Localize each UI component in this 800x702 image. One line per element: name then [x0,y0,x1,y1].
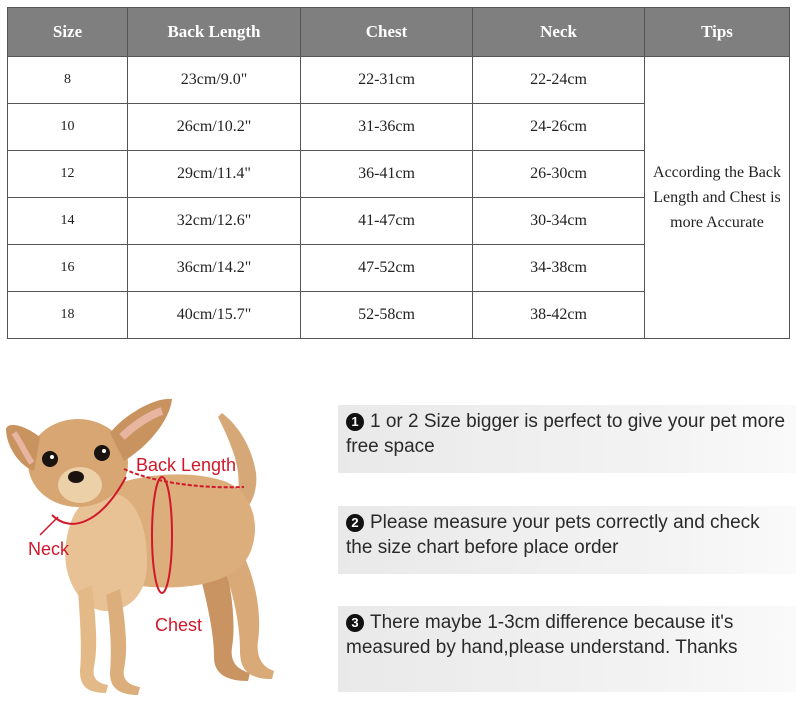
tip-text: Please measure your pets correctly and check the size chart before place order [346,512,760,558]
size-cell: 10 [8,104,128,151]
tips-cell: According the Back Length and Chest is more Accurate [645,57,790,339]
size-cell: 18 [8,292,128,339]
header-size: Size [8,8,128,57]
chest-cell: 47-52cm [301,245,473,292]
number-3-icon: 3 [346,614,364,632]
back-length-cell: 32cm/12.6" [128,198,301,245]
neck-label: Neck [28,539,70,559]
neck-cell: 34-38cm [473,245,645,292]
neck-cell: 24-26cm [473,104,645,151]
neck-cell: 22-24cm [473,57,645,104]
dog-measurement-illustration [0,385,330,697]
tip-item [338,606,796,692]
back-length-cell: 40cm/15.7" [128,292,301,339]
tip-text: There maybe 1-3cm difference because it's measured by hand,please understand. Thanks [346,612,738,658]
neck-cell: 26-30cm [473,151,645,198]
header-tips: Tips [645,8,790,57]
back-length-cell: 23cm/9.0" [128,57,301,104]
chest-cell: 52-58cm [301,292,473,339]
size-chart-table [7,7,790,339]
back-length-cell: 36cm/14.2" [128,245,301,292]
chest-cell: 22-31cm [301,57,473,104]
tip-item [338,405,796,473]
number-1-icon: 1 [346,413,364,431]
back-length-cell: 26cm/10.2" [128,104,301,151]
header-neck: Neck [473,8,645,57]
size-cell: 14 [8,198,128,245]
size-cell: 12 [8,151,128,198]
back-length-cell: 29cm/11.4" [128,151,301,198]
chest-cell: 31-36cm [301,104,473,151]
back-length-label: Back Length [136,455,237,475]
neck-cell: 38-42cm [473,292,645,339]
chest-label: Chest [155,615,203,635]
tip-item [338,506,796,574]
size-cell: 8 [8,57,128,104]
header-back-length: Back Length [128,8,301,57]
size-cell: 16 [8,245,128,292]
number-2-icon: 2 [346,514,364,532]
table-header-row [8,8,790,57]
chest-cell: 36-41cm [301,151,473,198]
tip-text: 1 or 2 Size bigger is perfect to give your pet more free space [346,411,786,457]
neck-cell: 30-34cm [473,198,645,245]
header-chest: Chest [301,8,473,57]
chest-cell: 41-47cm [301,198,473,245]
table-row [8,57,790,104]
